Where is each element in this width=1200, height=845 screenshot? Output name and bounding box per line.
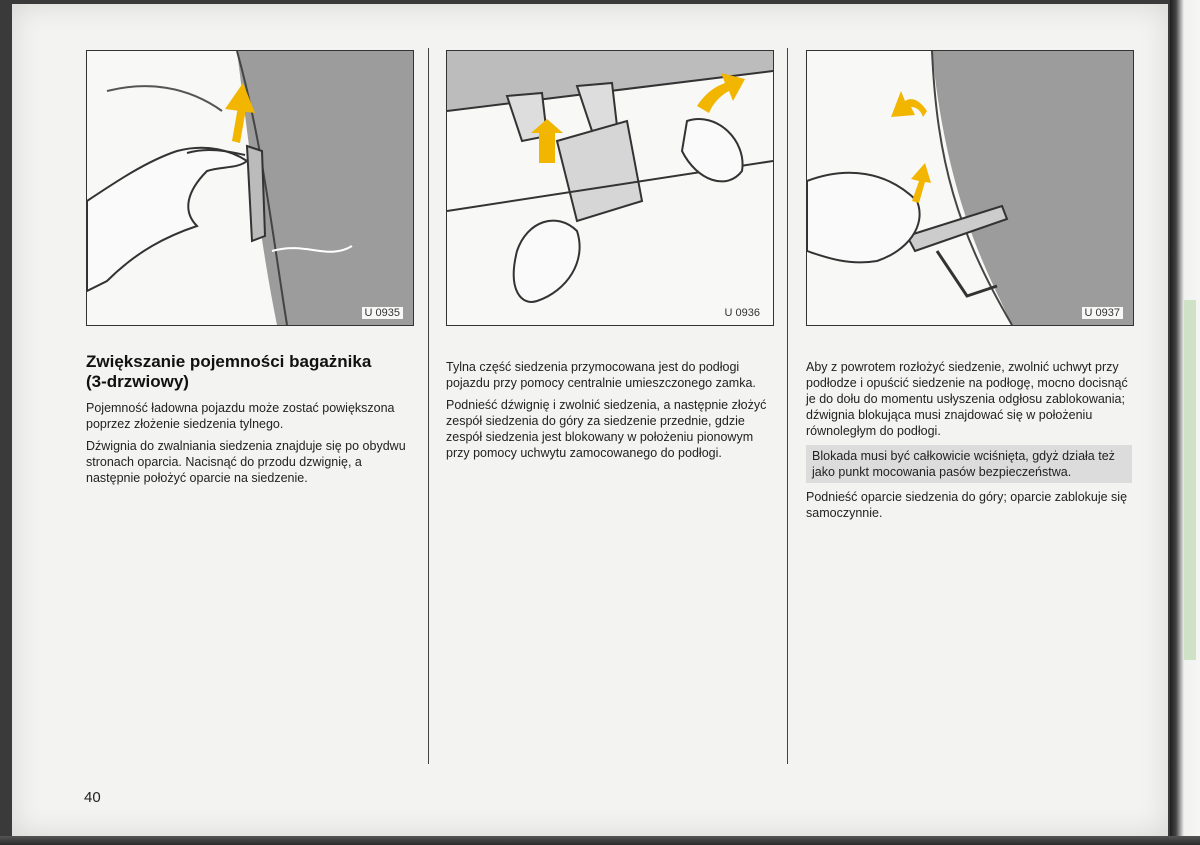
figure-code-label: U 0937 — [1082, 307, 1123, 319]
column-2 — [446, 359, 768, 467]
column-divider-1 — [428, 48, 429, 764]
figure-code-label: U 0935 — [362, 307, 403, 319]
page-number: 40 — [84, 789, 101, 806]
paragraph: Pojemność ładowna pojazdu może zostać powiększona poprzez złożenie siedzenia tylnego. — [86, 401, 395, 431]
paragraph: Podnieść dźwignię i zwolnić siedzenia, a następnie złożyć zespół siedzenia do góry za siedzenie przednie, gdzie zespół siedzenia jest blokowany w położeniu pionowym przy pomocy uchwytu zamocowanego do podłogi. — [446, 398, 767, 460]
paragraph: Aby z powrotem rozłożyć siedzenie, zwolnić uchwyt przy podłodze i opuścić siedzenie na podłogę, mocno docisnąć je do dołu do momentu usłyszenia odgłosu zablokowania; dźwignia blokująca musi znajdować się w położeniu równoległym do podłogi. — [806, 360, 1128, 438]
book-edge-bottom — [0, 836, 1200, 845]
paragraph: Podnieść oparcie siedzenia do góry; oparcie zablokuje się samoczynnie. — [806, 490, 1128, 520]
next-page-edge — [1184, 300, 1196, 660]
column-divider-2 — [787, 48, 788, 764]
note-box: Blokada musi być całkowicie wciśnięta, gdyż działa też jako punkt mocowania pasów bezpieczeństwa. — [806, 445, 1132, 483]
paragraph: Dźwignia do zwalniania siedzenia znajduje się po obydwu stronach oparcia. Nacisnąć do przodu dzwignię, a następnie położyć oparcie na siedzenie. — [86, 439, 406, 485]
illustration-seat-return — [807, 51, 1133, 325]
paragraph: Tylna część siedzenia przymocowana jest do podłogi pojazdu przy pomocy centralnie umieszczonego zamka. — [446, 360, 756, 390]
figure-seat-lock — [446, 50, 774, 326]
column-1 — [86, 352, 411, 492]
illustration-seat-lock — [447, 51, 773, 325]
illustration-seat-lever — [87, 51, 413, 325]
section-heading: Zwiększanie pojemności bagażnika (3-drzwiowy) — [86, 352, 372, 391]
figure-seat-lever — [86, 50, 414, 326]
figure-seat-return — [806, 50, 1134, 326]
figure-code-label: U 0936 — [722, 307, 763, 319]
column-3 — [806, 359, 1132, 527]
